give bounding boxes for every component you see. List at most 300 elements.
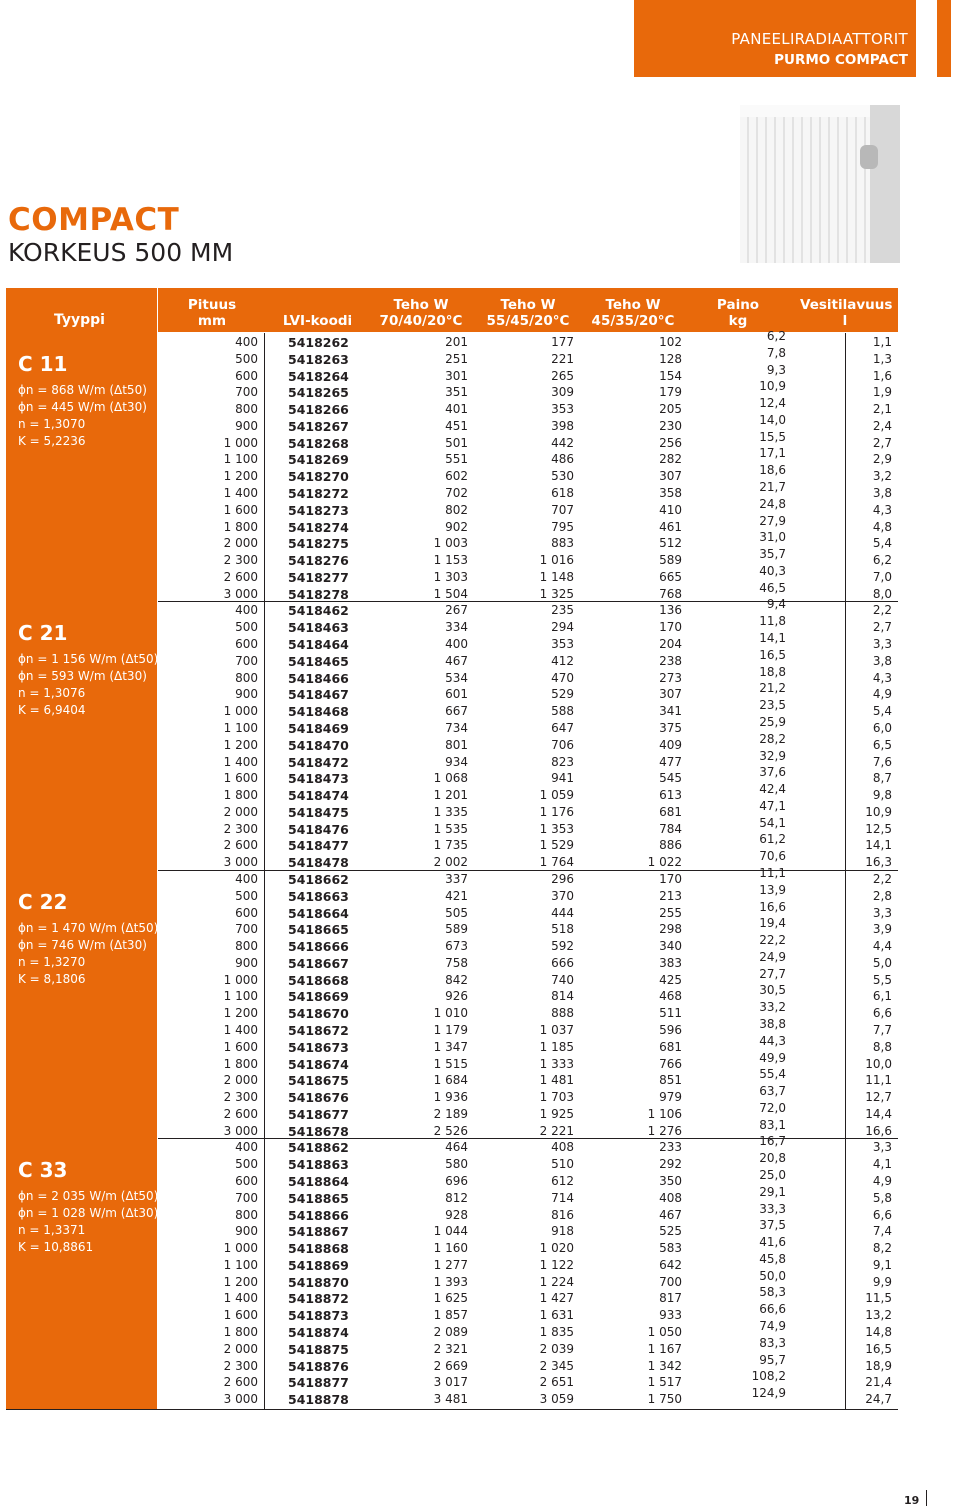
cell-power-45: 1 342	[647, 1358, 682, 1373]
cell-power-55: 941	[551, 771, 574, 786]
cell-power-45: 933	[659, 1308, 682, 1323]
cell-power-45: 1 106	[647, 1106, 682, 1121]
cell-lvi-code: 5418462	[288, 603, 349, 619]
cell-volume: 21,4	[865, 1375, 892, 1390]
cell-lvi-code: 5418666	[288, 939, 349, 955]
table-row	[158, 1033, 898, 1055]
cell-power-45: 408	[659, 1190, 682, 1205]
cell-volume: 3,9	[872, 922, 892, 937]
group-spec-line: ϕn = 445 W/m (Δt30)	[18, 400, 147, 414]
table-row	[158, 916, 898, 938]
cell-power-45: 341	[659, 704, 682, 719]
cell-volume: 6,1	[872, 989, 892, 1004]
cell-length: 700	[235, 1190, 258, 1205]
cell-power-45: 700	[659, 1274, 682, 1289]
table-row	[158, 1100, 898, 1122]
cell-weight: 14,0	[759, 412, 786, 427]
table-row	[158, 1268, 898, 1290]
cell-volume: 5,5	[872, 972, 892, 987]
cell-power-55: 883	[551, 536, 574, 551]
cell-volume: 2,2	[872, 871, 892, 886]
cell-power-45: 545	[659, 771, 682, 786]
cell-lvi-code: 5418463	[288, 620, 349, 636]
cell-lvi-code: 5418664	[288, 905, 349, 921]
cell-power-45: 307	[659, 469, 682, 484]
cell-weight: 33,2	[759, 1000, 786, 1015]
cell-length: 800	[235, 1207, 258, 1222]
cell-power-70: 2 089	[433, 1325, 468, 1340]
cell-power-55: 1 224	[539, 1274, 574, 1289]
table-row	[158, 1151, 898, 1173]
cell-length: 1 100	[223, 989, 258, 1004]
cell-power-70: 3 017	[433, 1375, 468, 1390]
col-header-tyyppi: Tyyppi	[54, 312, 105, 328]
cell-lvi-code: 5418273	[288, 502, 349, 518]
col-header-vesi-unit: l	[842, 313, 848, 329]
cell-weight: 95,7	[759, 1352, 786, 1367]
cell-power-55: 740	[551, 972, 574, 987]
cell-power-70: 1 504	[433, 586, 468, 601]
cell-length: 700	[235, 922, 258, 937]
cell-volume: 4,9	[872, 687, 892, 702]
cell-volume: 4,9	[872, 1174, 892, 1188]
cell-power-70: 812	[445, 1190, 468, 1205]
cell-power-55: 1 529	[539, 838, 574, 853]
table-row	[158, 496, 898, 518]
cell-length: 1 200	[223, 737, 258, 752]
cell-power-55: 823	[551, 754, 574, 769]
cell-power-55: 353	[551, 637, 574, 652]
table-row	[158, 412, 898, 434]
cell-power-45: 596	[659, 1022, 682, 1037]
cell-weight: 72,0	[759, 1100, 786, 1115]
cell-length: 2 000	[223, 1073, 258, 1088]
cell-weight: 42,4	[759, 782, 786, 797]
table-row	[158, 631, 898, 653]
table-row	[158, 748, 898, 770]
cell-weight: 58,3	[759, 1285, 786, 1300]
cell-length: 1 100	[223, 1257, 258, 1272]
cell-weight: 46,5	[759, 580, 786, 595]
col-header-teho55-label: Teho W	[500, 297, 556, 313]
cell-power-45: 512	[659, 536, 682, 551]
cell-lvi-code: 5418663	[288, 888, 349, 904]
table-row	[158, 329, 898, 350]
cell-power-70: 589	[445, 922, 468, 937]
cell-weight: 18,8	[759, 664, 786, 679]
cell-power-55: 1 925	[539, 1106, 574, 1121]
cell-volume: 5,4	[872, 704, 892, 719]
cell-power-45: 204	[659, 637, 682, 652]
cell-power-70: 673	[445, 939, 468, 954]
cell-volume: 3,8	[872, 653, 892, 668]
cell-length: 2 000	[223, 1341, 258, 1356]
table-row	[158, 698, 898, 720]
cell-power-55: 1 176	[539, 804, 574, 819]
page-title: COMPACT	[8, 202, 180, 238]
cell-power-55: 1 703	[539, 1090, 574, 1105]
table-row	[158, 933, 898, 955]
cell-power-70: 702	[445, 486, 468, 501]
cell-lvi-code: 5418870	[288, 1274, 349, 1290]
cell-weight: 37,6	[759, 765, 786, 780]
cell-length: 900	[235, 418, 258, 433]
table-row	[158, 1319, 898, 1341]
cell-volume: 7,6	[872, 754, 892, 769]
cell-power-55: 1 059	[539, 788, 574, 803]
cell-power-55: 1 427	[539, 1291, 574, 1306]
cell-lvi-code: 5418266	[288, 402, 349, 418]
cell-weight: 50,0	[759, 1268, 786, 1283]
cell-weight: 18,6	[759, 463, 786, 478]
col-header-vesi-label: Vesitilavuus	[800, 297, 893, 313]
cell-volume: 2,2	[872, 603, 892, 618]
cell-length: 1 600	[223, 771, 258, 786]
col-header-teho55	[483, 297, 573, 329]
cell-lvi-code: 5418869	[288, 1257, 349, 1273]
cell-weight: 16,7	[759, 1134, 786, 1149]
cell-volume: 3,3	[872, 1140, 892, 1155]
cell-weight: 29,1	[759, 1184, 786, 1199]
cell-power-70: 251	[445, 351, 468, 366]
cell-lvi-code: 5418863	[288, 1157, 349, 1173]
group-label	[18, 1158, 158, 1256]
table-row	[158, 949, 898, 971]
cell-lvi-code: 5418267	[288, 418, 349, 434]
group-spec-line: n = 1,3371	[18, 1223, 86, 1237]
col-header-teho55-temp: 55/45/20°C	[486, 313, 570, 329]
cell-weight: 45,8	[759, 1251, 786, 1266]
cell-lvi-code: 5418877	[288, 1375, 349, 1391]
cell-lvi-code: 5418468	[288, 704, 349, 720]
cell-power-55: 530	[551, 469, 574, 484]
cell-weight: 21,7	[759, 480, 786, 495]
table-row	[158, 798, 898, 820]
page-subtitle: KORKEUS 500 MM	[8, 238, 234, 267]
table-row	[158, 597, 898, 619]
cell-power-70: 505	[445, 905, 468, 920]
cell-power-55: 1 481	[539, 1073, 574, 1088]
cell-power-55: 1 333	[539, 1056, 574, 1071]
cell-power-45: 461	[659, 519, 682, 534]
group-title: C 33	[18, 1158, 68, 1182]
cell-lvi-code: 5418867	[288, 1224, 349, 1240]
cell-power-45: 179	[659, 385, 682, 400]
table-row	[158, 681, 898, 703]
cell-power-70: 464	[445, 1140, 468, 1155]
cell-lvi-code: 5418263	[288, 351, 349, 367]
cell-power-55: 618	[551, 486, 574, 501]
cell-weight: 13,9	[759, 882, 786, 897]
cell-volume: 2,4	[872, 418, 892, 433]
cell-lvi-code: 5418672	[288, 1022, 349, 1038]
cell-power-70: 337	[445, 871, 468, 886]
cell-volume: 10,9	[865, 804, 892, 819]
table-row	[158, 614, 898, 636]
cell-length: 2 600	[223, 838, 258, 853]
group-title: C 11	[18, 352, 68, 376]
cell-length: 900	[235, 1224, 258, 1239]
cell-power-70: 842	[445, 972, 468, 987]
group-spec-line: ϕn = 1 470 W/m (Δt50)	[18, 921, 159, 935]
table-row	[158, 345, 898, 367]
cell-weight: 40,3	[759, 563, 786, 578]
cell-power-70: 421	[445, 888, 468, 903]
table-row	[158, 765, 898, 787]
cell-weight: 32,9	[759, 748, 786, 763]
cell-volume: 4,3	[872, 670, 892, 685]
cell-length: 1 800	[223, 1056, 258, 1071]
cell-lvi-code: 5418265	[288, 385, 349, 401]
cell-volume: 1,3	[872, 351, 892, 366]
group-spec-line: K = 5,2236	[18, 434, 86, 448]
table-row	[158, 1117, 898, 1139]
cell-volume: 3,2	[872, 469, 892, 484]
cell-power-45: 273	[659, 670, 682, 685]
cell-power-70: 580	[445, 1157, 468, 1172]
cell-length: 2 000	[223, 536, 258, 551]
table-row	[158, 530, 898, 552]
col-header-teho45-label: Teho W	[605, 297, 661, 313]
cell-volume: 7,7	[872, 1022, 892, 1037]
cell-power-45: 154	[659, 368, 682, 383]
cell-weight: 70,6	[759, 849, 786, 864]
cell-weight: 44,3	[759, 1033, 786, 1048]
cell-lvi-code: 5418276	[288, 553, 349, 569]
cell-length: 800	[235, 402, 258, 417]
table-row	[158, 513, 898, 535]
cell-length: 2 600	[223, 1106, 258, 1121]
cell-length: 1 400	[223, 1291, 258, 1306]
cell-volume: 7,0	[872, 569, 892, 584]
cell-weight: 25,0	[759, 1168, 786, 1182]
group-spec-line: ϕn = 1 028 W/m (Δt30)	[18, 1206, 159, 1220]
table-row	[158, 1184, 898, 1206]
cell-power-45: 468	[659, 989, 682, 1004]
cell-lvi-code: 5418676	[288, 1090, 349, 1106]
cell-power-55: 3 059	[539, 1392, 574, 1407]
cell-power-55: 1 020	[539, 1241, 574, 1256]
cell-lvi-code: 5418678	[288, 1123, 349, 1139]
cell-power-70: 301	[445, 368, 468, 383]
cell-power-70: 1 857	[433, 1308, 468, 1323]
cell-volume: 4,1	[872, 1157, 892, 1172]
cell-weight: 61,2	[759, 832, 786, 847]
cell-power-70: 696	[445, 1174, 468, 1188]
cell-weight: 27,7	[759, 966, 786, 981]
cell-power-55: 1 764	[539, 855, 574, 870]
cell-length: 400	[235, 871, 258, 886]
cell-lvi-code: 5418865	[288, 1190, 349, 1206]
page-number-divider	[926, 1490, 927, 1506]
cell-weight: 6,2	[766, 329, 786, 343]
cell-volume: 2,7	[872, 620, 892, 635]
table-row	[158, 1285, 898, 1307]
cell-power-70: 267	[445, 603, 468, 618]
col-header-teho45	[588, 297, 678, 329]
cell-volume: 11,5	[865, 1291, 892, 1306]
cell-power-45: 128	[659, 351, 682, 366]
table-row	[158, 1000, 898, 1022]
cell-power-55: 398	[551, 418, 574, 433]
cell-power-55: 442	[551, 435, 574, 450]
cell-power-70: 1 068	[433, 771, 468, 786]
cell-lvi-code: 5418274	[288, 519, 349, 535]
cell-power-45: 817	[659, 1291, 682, 1306]
cell-power-55: 814	[551, 989, 574, 1004]
cell-length: 1 600	[223, 1039, 258, 1054]
cell-power-45: 583	[659, 1241, 682, 1256]
cell-power-70: 1 010	[433, 1006, 468, 1021]
cell-lvi-code: 5418278	[288, 586, 349, 602]
cell-power-70: 1 153	[433, 553, 468, 568]
cell-power-55: 265	[551, 368, 574, 383]
cell-volume: 1,6	[872, 368, 892, 383]
cell-volume: 12,7	[865, 1090, 892, 1105]
cell-power-45: 467	[659, 1207, 682, 1222]
cell-power-45: 170	[659, 620, 682, 635]
cell-power-45: 589	[659, 553, 682, 568]
cell-length: 1 100	[223, 452, 258, 467]
cell-power-45: 1 050	[647, 1325, 682, 1340]
cell-power-55: 1 016	[539, 553, 574, 568]
cell-power-70: 334	[445, 620, 468, 635]
cell-power-70: 758	[445, 955, 468, 970]
cell-power-70: 1 277	[433, 1257, 468, 1272]
cell-volume: 3,8	[872, 486, 892, 501]
cell-volume: 1,9	[872, 385, 892, 400]
cell-length: 500	[235, 888, 258, 903]
cell-power-45: 525	[659, 1224, 682, 1239]
cell-weight: 11,1	[759, 865, 786, 880]
cell-volume: 9,8	[872, 788, 892, 803]
cell-weight: 38,8	[759, 1016, 786, 1031]
cell-power-45: 282	[659, 452, 682, 467]
cell-lvi-code: 5418466	[288, 670, 349, 686]
cell-power-70: 551	[445, 452, 468, 467]
cell-power-45: 784	[659, 821, 682, 836]
cell-power-45: 255	[659, 905, 682, 920]
cell-length: 1 000	[223, 1241, 258, 1256]
cell-power-55: 1 122	[539, 1257, 574, 1272]
cell-power-70: 1 684	[433, 1073, 468, 1088]
cell-weight: 21,2	[759, 681, 786, 696]
cell-volume: 8,0	[872, 586, 892, 601]
cell-lvi-code: 5418874	[288, 1325, 349, 1341]
cell-weight: 16,5	[759, 647, 786, 662]
cell-lvi-code: 5418862	[288, 1140, 349, 1156]
cell-weight: 9,3	[766, 362, 786, 377]
cell-length: 600	[235, 368, 258, 383]
cell-power-45: 292	[659, 1157, 682, 1172]
header-product: PURMO COMPACT	[774, 52, 908, 68]
cell-power-55: 370	[551, 888, 574, 903]
cell-power-70: 1 393	[433, 1274, 468, 1289]
col-header-pituus-label: Pituus	[187, 297, 237, 313]
cell-lvi-code: 5418270	[288, 469, 349, 485]
cell-length: 500	[235, 620, 258, 635]
cell-power-70: 1 044	[433, 1224, 468, 1239]
table-row	[158, 731, 898, 753]
cell-power-70: 902	[445, 519, 468, 534]
group-label	[18, 621, 158, 719]
group-spec-line: K = 6,9404	[18, 703, 86, 717]
cell-power-45: 170	[659, 871, 682, 886]
cell-power-45: 238	[659, 653, 682, 668]
cell-volume: 3,3	[872, 637, 892, 652]
cell-power-70: 1 179	[433, 1022, 468, 1037]
cell-lvi-code: 5418262	[288, 335, 349, 350]
group-spec-line: n = 1,3076	[18, 686, 86, 700]
cell-power-45: 1 517	[647, 1375, 682, 1390]
cell-length: 2 300	[223, 1358, 258, 1373]
cell-power-45: 642	[659, 1257, 682, 1272]
cell-power-45: 511	[659, 1006, 682, 1021]
cell-power-55: 795	[551, 519, 574, 534]
table-row	[158, 714, 898, 736]
cell-volume: 7,4	[872, 1224, 892, 1239]
cell-weight: 108,2	[751, 1369, 786, 1384]
cell-power-55: 2 345	[539, 1358, 574, 1373]
cell-weight: 20,8	[759, 1151, 786, 1166]
cell-volume: 2,9	[872, 452, 892, 467]
cell-length: 800	[235, 939, 258, 954]
cell-volume: 24,7	[865, 1392, 892, 1407]
cell-volume: 6,6	[872, 1207, 892, 1222]
cell-length: 1 000	[223, 972, 258, 987]
cell-power-55: 1 835	[539, 1325, 574, 1340]
col-header-teho45-temp: 45/35/20°C	[591, 313, 675, 329]
group-spec-line: ϕn = 1 156 W/m (Δt50)	[18, 652, 159, 666]
cell-power-70: 2 526	[433, 1123, 468, 1138]
cell-weight: 124,9	[751, 1386, 786, 1401]
group-spec-line: K = 8,1806	[18, 972, 86, 986]
cell-power-55: 294	[551, 620, 574, 635]
cell-power-55: 2 651	[539, 1375, 574, 1390]
cell-lvi-code: 5418464	[288, 637, 349, 653]
group-title: C 22	[18, 890, 68, 914]
cell-weight: 74,9	[759, 1319, 786, 1334]
cell-weight: 55,4	[759, 1067, 786, 1082]
table-row	[158, 1302, 898, 1324]
cell-weight: 17,1	[759, 446, 786, 461]
cell-weight: 25,9	[759, 714, 786, 729]
cell-volume: 14,8	[865, 1325, 892, 1340]
cell-length: 900	[235, 955, 258, 970]
cell-volume: 14,4	[865, 1106, 892, 1121]
cell-length: 400	[235, 1140, 258, 1155]
cell-power-55: 309	[551, 385, 574, 400]
cell-lvi-code: 5418665	[288, 922, 349, 938]
cell-lvi-code: 5418474	[288, 788, 349, 804]
cell-volume: 4,8	[872, 519, 892, 534]
col-header-teho70	[376, 297, 466, 329]
group-label	[18, 890, 158, 988]
table-row	[158, 865, 898, 887]
cell-power-55: 816	[551, 1207, 574, 1222]
cell-power-70: 802	[445, 502, 468, 517]
cell-weight: 24,9	[759, 949, 786, 964]
cell-power-55: 510	[551, 1157, 574, 1172]
cell-length: 600	[235, 905, 258, 920]
cell-power-45: 613	[659, 788, 682, 803]
cell-power-70: 667	[445, 704, 468, 719]
table-row	[158, 563, 898, 585]
table-row	[158, 782, 898, 804]
cell-lvi-code: 5418872	[288, 1291, 349, 1307]
cell-power-70: 734	[445, 720, 468, 735]
table-row	[158, 1168, 898, 1189]
